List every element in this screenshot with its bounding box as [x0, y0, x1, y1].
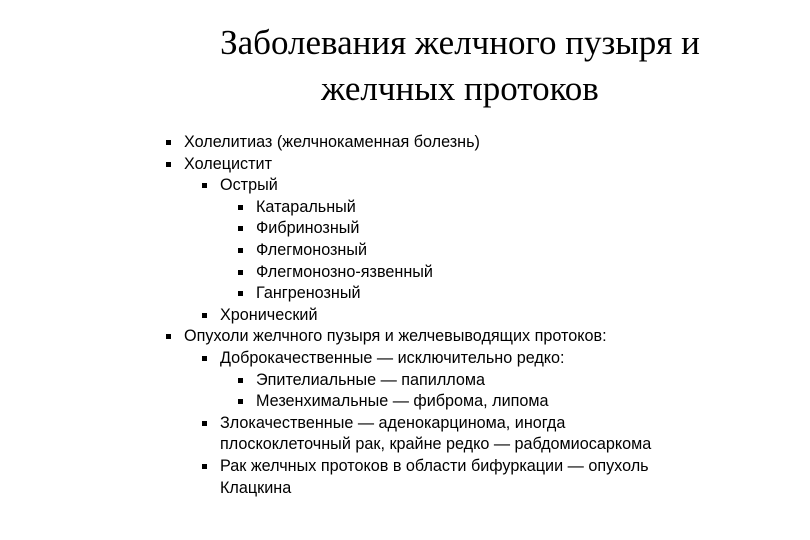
square-bullet-icon [202, 356, 207, 361]
list-item: Флегмонозно-язвенный [256, 262, 433, 284]
list-item: Фибринозный [256, 218, 359, 240]
list-item: Гангренозный [256, 283, 361, 305]
list-item: Флегмонозный [256, 240, 367, 262]
list-item: Острый [220, 175, 278, 197]
list-item: Холелитиаз (желчнокаменная болезнь) [184, 132, 480, 154]
list-item: Доброкачественные — исключительно редко: [220, 348, 565, 370]
list-item: Мезенхимальные — фиброма, липома [256, 391, 549, 413]
slide-title-line-1: Заболевания желчного пузыря и [220, 23, 700, 62]
list-item: Эпителиальные — папиллома [256, 370, 485, 392]
list-item: Опухоли желчного пузыря и желчевыводящих протоков: [184, 326, 607, 348]
square-bullet-icon [202, 313, 207, 318]
square-bullet-icon [238, 226, 243, 231]
list-item: Хронический [220, 305, 317, 327]
square-bullet-icon [166, 334, 171, 339]
slide-title [160, 20, 760, 112]
square-bullet-icon [166, 162, 171, 167]
list-item-continuation: плоскоклеточный рак, крайне редко — рабдомиосаркома [220, 435, 652, 454]
list-item: Рак желчных протоков в области бифуркации — опухоль [220, 456, 649, 478]
list-item-continuation: Клацкина [220, 478, 292, 497]
square-bullet-icon [202, 183, 207, 188]
list-item: Холецистит [184, 154, 272, 176]
slide-title-line-2: желчных протоков [321, 69, 599, 108]
list-item: Катаральный [256, 197, 356, 219]
square-bullet-icon [238, 205, 243, 210]
square-bullet-icon [238, 248, 243, 253]
square-bullet-icon [238, 291, 243, 296]
square-bullet-icon [238, 399, 243, 404]
square-bullet-icon [202, 421, 207, 426]
square-bullet-icon [202, 464, 207, 469]
square-bullet-icon [238, 270, 243, 275]
square-bullet-icon [166, 140, 171, 145]
list-item: Злокачественные — аденокарцинома, иногда [220, 413, 565, 435]
square-bullet-icon [238, 378, 243, 383]
